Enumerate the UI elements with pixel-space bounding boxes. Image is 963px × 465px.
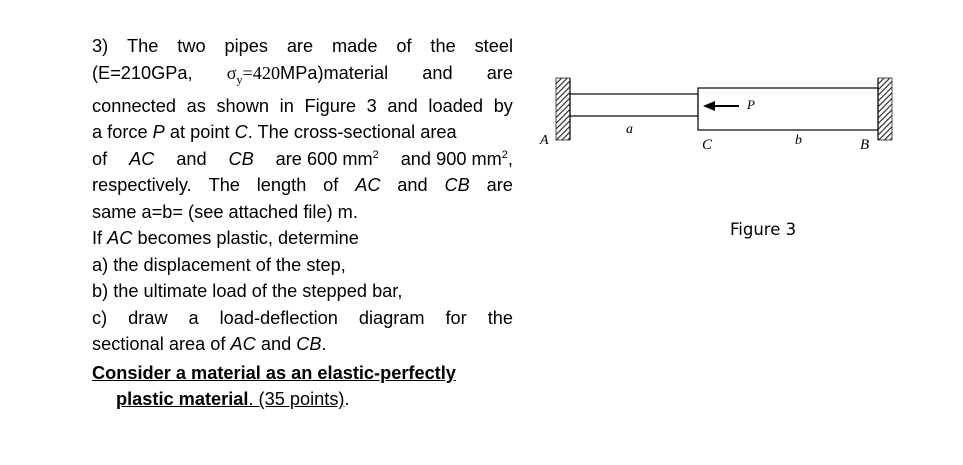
problem-line-3: [92, 93, 513, 120]
text-run: becomes plastic, determine: [137, 228, 359, 249]
text-run: and: [260, 334, 292, 355]
word: of: [92, 148, 108, 169]
text-run: at point: [169, 122, 230, 143]
question-b: b) the ultimate load of the stepped bar,: [92, 281, 403, 302]
label-P: P: [747, 97, 755, 112]
right-wall-support: [878, 78, 892, 140]
word: 3: [366, 95, 377, 116]
word: Figure: [304, 95, 357, 116]
word: the: [487, 307, 513, 328]
word: loaded: [428, 95, 484, 116]
word: in: [279, 95, 294, 116]
superscript: 2: [501, 148, 508, 161]
word: steel: [474, 36, 513, 56]
word: a: [188, 307, 199, 328]
problem-line-8: [92, 225, 513, 252]
area-cb-text: [401, 146, 513, 173]
yield-unit: MPa)material: [280, 62, 389, 83]
problem-line-2: [92, 60, 513, 93]
question-c: [92, 305, 513, 332]
problem-line-7: same a=b= (see attached file) m.: [92, 201, 358, 222]
word: c): [92, 307, 108, 328]
word: shown: [216, 95, 270, 116]
segment-symbol: CB: [296, 334, 322, 355]
force-symbol: P: [152, 122, 165, 143]
word: of: [396, 36, 412, 56]
word: of: [323, 175, 339, 196]
stepped-bar-diagram: [535, 70, 905, 170]
yield-stress-text: [227, 60, 389, 93]
material-note-continued: [92, 386, 513, 413]
word: for: [445, 307, 467, 328]
text-run: .: [344, 389, 350, 410]
sigma-symbol: σ: [226, 62, 237, 83]
word: are: [486, 62, 513, 83]
text-run: and 900 mm: [400, 148, 502, 169]
word: made: [331, 36, 378, 56]
word: respectively.: [92, 175, 192, 196]
segment-symbol: CB: [444, 175, 470, 196]
segment-ac: [570, 94, 698, 116]
label-B: B: [860, 137, 870, 153]
word: as: [186, 95, 206, 116]
word: 3): [92, 36, 109, 56]
area-ac-text: [276, 146, 379, 173]
word: length: [256, 175, 307, 196]
word: load-deflection: [219, 307, 338, 328]
label-C: C: [702, 137, 713, 153]
word: and: [397, 175, 428, 196]
word: pipes: [224, 36, 268, 56]
label-b: b: [795, 133, 802, 148]
text-run: plastic material: [116, 389, 249, 410]
segment-symbol: AC: [107, 228, 133, 249]
word: The: [208, 175, 240, 196]
problem-text: [92, 33, 513, 413]
word: diagram: [358, 307, 425, 328]
material-note: Consider a material as an elastic-perfectly: [92, 362, 456, 383]
modulus-text: (E=210GPa,: [92, 62, 193, 83]
question-c-continued: [92, 331, 513, 358]
figure-caption: Figure 3: [730, 220, 797, 239]
word: and: [387, 95, 418, 116]
word: two: [177, 36, 206, 56]
segment-symbol: AC: [355, 175, 381, 196]
yield-value: =420: [242, 62, 281, 83]
segment-symbol: CB: [228, 148, 254, 169]
text-run: a force: [92, 122, 148, 143]
question-a: a) the displacement of the step,: [92, 254, 346, 275]
label-A: A: [540, 133, 549, 148]
text-run: ,: [507, 148, 513, 169]
word: by: [493, 95, 513, 116]
problem-line-5: [92, 146, 513, 173]
text-run: .: [321, 334, 327, 355]
text-run: sectional area of: [92, 334, 226, 355]
text-run: . The cross-sectional area: [247, 122, 457, 143]
word: and: [176, 148, 207, 169]
sigma-subscript: y: [236, 72, 243, 87]
point-symbol: C: [234, 122, 248, 143]
points-text: . (35 points): [248, 389, 345, 410]
word: draw: [128, 307, 168, 328]
segment-symbol: AC: [230, 334, 256, 355]
problem-line-6: [92, 172, 513, 199]
problem-line-4: [92, 119, 513, 146]
word: and: [422, 62, 453, 83]
word: the: [430, 36, 456, 56]
word: connected: [92, 95, 176, 116]
label-a: a: [626, 122, 633, 137]
word: The: [127, 36, 159, 56]
superscript: 2: [372, 148, 379, 161]
text-run: are 600 mm: [275, 148, 373, 169]
word: are: [486, 175, 513, 196]
word: are: [286, 36, 314, 56]
left-wall-support: [556, 78, 570, 140]
text-run: If: [92, 228, 103, 249]
segment-symbol: AC: [129, 148, 155, 169]
problem-line-1: [92, 33, 513, 60]
segment-cb: [698, 88, 878, 130]
